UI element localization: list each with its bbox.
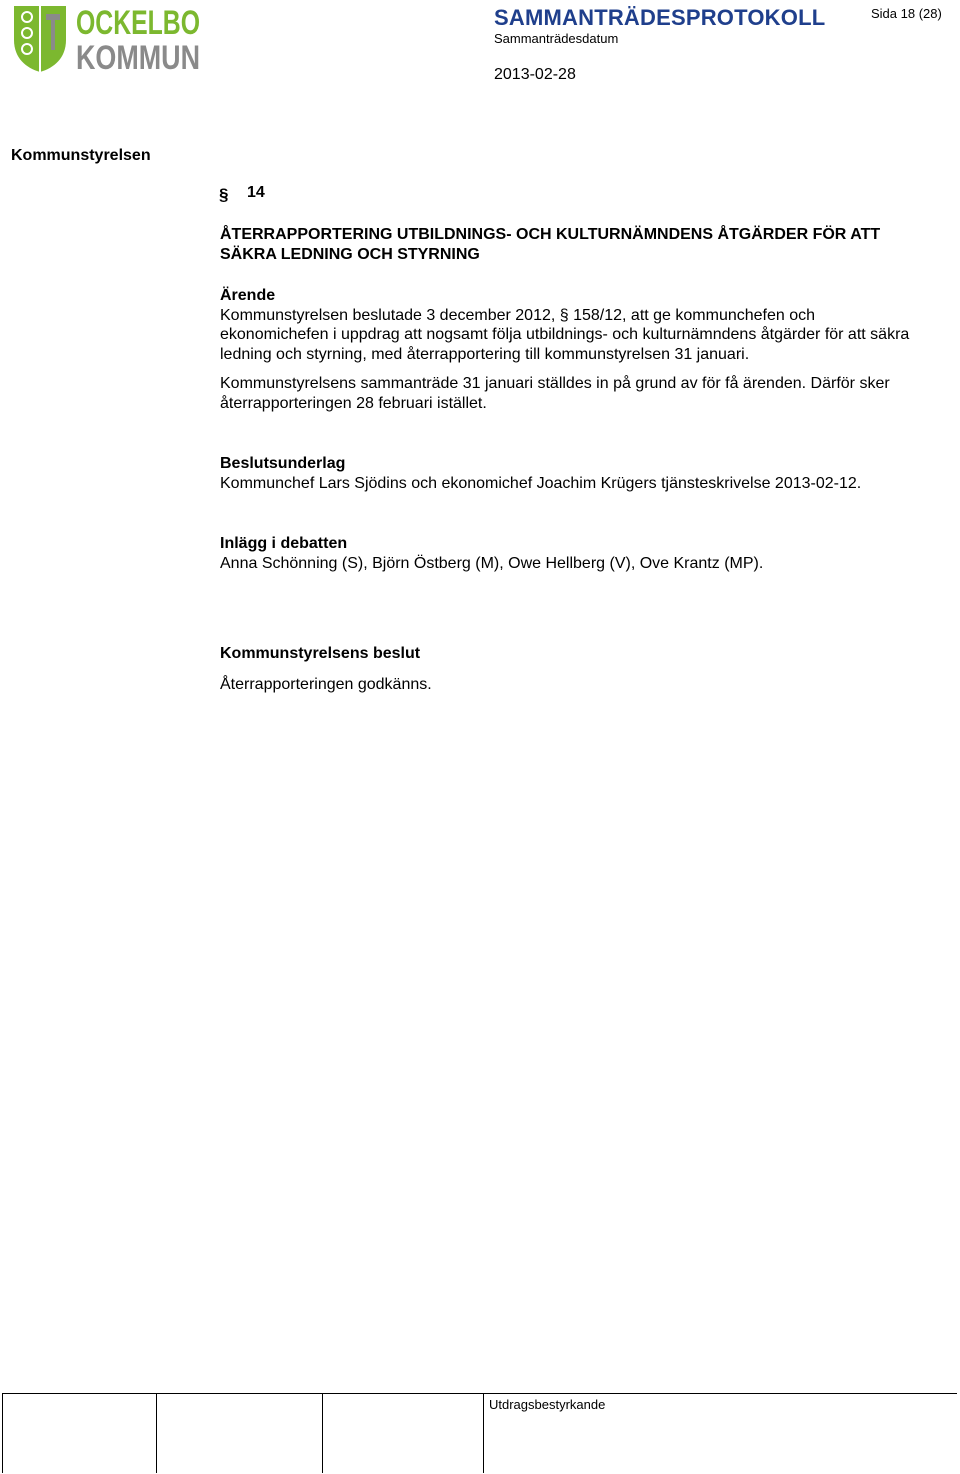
section-heading-arende: Ärende (220, 287, 276, 304)
signature-cell (322, 1394, 323, 1473)
signature-cell (2, 1394, 3, 1473)
page-number: Sida 18 (28) (871, 6, 942, 21)
text-line: Kommunstyrelsen beslutade 3 december 2012, § 158/12, att ge kommunchefen och (220, 306, 816, 324)
organization-name: Kommunstyrelsen (11, 147, 151, 164)
section-debatt (220, 534, 945, 573)
signature-cell-verification (483, 1394, 484, 1473)
matter-title-line-2: SÄKRA LEDNING OCH STYRNING (220, 246, 480, 263)
arende-paragraph-1 (220, 306, 945, 365)
document-title: SAMMANTRÄDESPROTOKOLL (494, 5, 826, 30)
meeting-date-value: 2013-02-28 (494, 66, 576, 83)
text-line: ledning och styrning, med återrapportering till kommunstyrelsen 31 januari. (220, 345, 750, 363)
paragraph-number: 14 (247, 184, 265, 201)
section-heading-beslutsunderlag: Beslutsunderlag (220, 455, 346, 472)
beslutsunderlag-text: Kommunchef Lars Sjödins och ekonomichef Joachim Krügers tjänsteskrivelse 2013-02-12. (220, 474, 862, 492)
text-line: Kommunstyrelsens sammanträde 31 januari ställdes in på grund av för få ärenden. Därför sker (220, 375, 890, 392)
section-heading-debatt: Inlägg i debatten (220, 535, 348, 552)
debatt-text: Anna Schönning (S), Björn Östberg (M), Owe Hellberg (V), Ove Krantz (MP). (220, 554, 764, 572)
beslut-text: Återrapporteringen godkänns. (220, 675, 432, 693)
section-heading-beslut: Kommunstyrelsens beslut (220, 645, 421, 662)
text-line: ekonomichefen i uppdrag att nogsamt följa utbildnings- och kulturnämndens åtgärder för att säkra (220, 326, 910, 343)
section-beslutsunderlag (220, 454, 945, 493)
municipal-crest-icon (10, 2, 202, 77)
section-beslut (220, 644, 945, 694)
section-arende (220, 286, 945, 413)
logo-text-ockelbo: OCKELBO (76, 4, 200, 42)
signature-table (2, 1393, 957, 1473)
signature-label: Utdragsbestyrkande (489, 1397, 606, 1412)
matter-title-line-1: ÅTERRAPPORTERING UTBILDNINGS- OCH KULTURNÄMNDENS ÅTGÄRDER FÖR ATT (220, 226, 881, 243)
logo-text-kommun: KOMMUN (76, 39, 200, 77)
signature-cell (156, 1394, 157, 1473)
matter-title (220, 225, 940, 265)
meeting-date-label: Sammanträdesdatum (494, 31, 619, 46)
paragraph-symbol: § (219, 185, 229, 204)
ockelbo-kommun-logo (10, 2, 202, 77)
text-line: återrapporteringen 28 februari istället. (220, 394, 487, 412)
arende-paragraph-2 (220, 374, 945, 413)
